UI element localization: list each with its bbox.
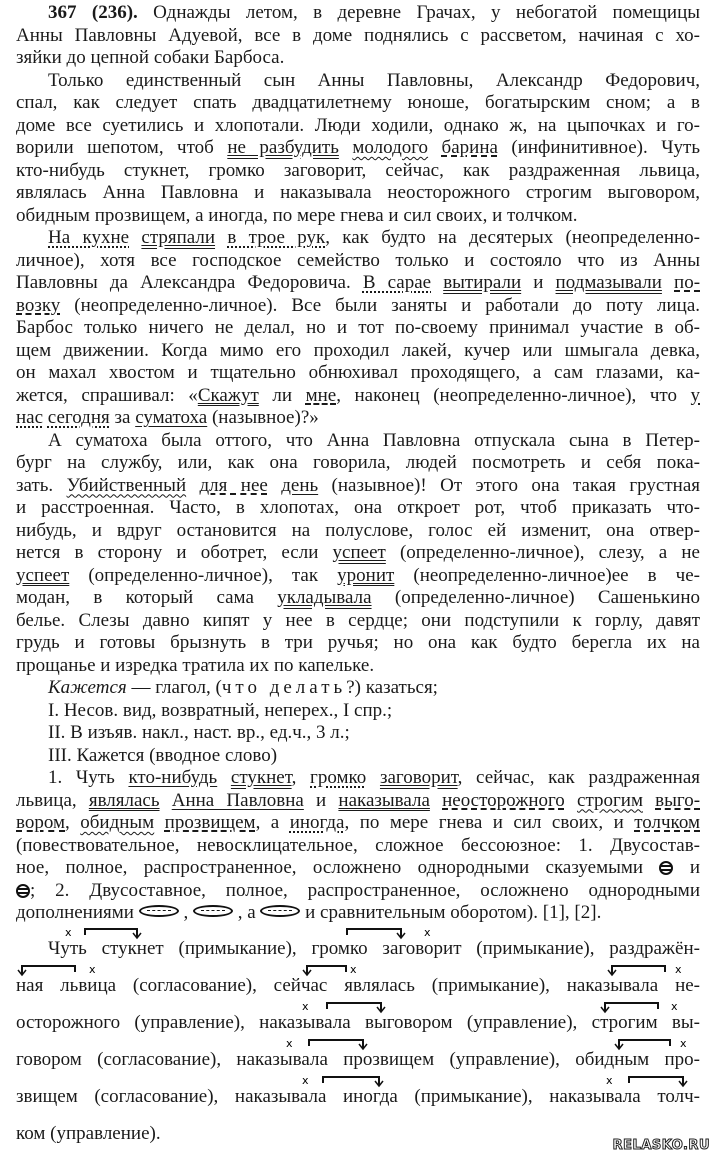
marked-word: стряпали xyxy=(141,227,216,248)
text-segment: и расстроенная. Часто, в хлопотах, она откроет рот, чтоб приказать что- xyxy=(16,497,700,518)
text-segment: обидным прозвищем, а иногда, по мере гнева и сил своих, и толчком. xyxy=(16,204,578,226)
text-segment: он махал хвостом и тщательно обнюхивал проходящего, а сам глазами, ка- xyxy=(16,362,700,383)
text-segment: нется в сторону и оботрет, если xyxy=(16,542,333,563)
text-segment: говором (согласование), наказывала прозвищем (управление), обидным про- xyxy=(16,1049,700,1070)
text-segment: Однажды летом, в деревне Грачах, у небогатой помещицы xyxy=(137,2,701,23)
marked-word: мне xyxy=(305,384,337,406)
text-segment: являлась Анна Павловна и наказывала неосторожного строгим выговором, xyxy=(16,182,700,203)
text-segment: доме все суетились и хлопотали. Люди ходили, однако ж, на цыпочках и го- xyxy=(16,114,700,136)
text-segment: (назывное)! От этого она такая грустная xyxy=(318,474,701,496)
text-segment: (определенно-личное), так xyxy=(69,564,338,586)
text-segment: III. Кажется (вводное слово) xyxy=(48,744,278,766)
text-segment: Только единственный сын Анны Павловны, Александр Федорович, xyxy=(48,69,700,91)
marked-word: укладывала xyxy=(277,587,372,608)
text-segment: грудь и готовы брызнуть в три ручья; но она как будто берегла их на xyxy=(16,632,700,653)
text-segment: , а xyxy=(255,812,290,833)
text-segment: личное), хотя все господское семейство только и состояло что из Анны xyxy=(16,249,700,271)
marked-word: успеет xyxy=(16,564,70,586)
text-segment: (инфинитивное). Чуть xyxy=(497,137,701,158)
text-segment: ная львица (согласование), сейчас являлась (примыкание), наказывала не- xyxy=(16,975,700,996)
text-segment: , сейчас, как раздраженная xyxy=(457,767,700,788)
exercise-number: 367 (236). xyxy=(48,2,138,23)
text-segment: и xyxy=(521,272,556,293)
marked-word: суматоха xyxy=(135,407,208,428)
head-word-mark: x xyxy=(350,963,357,976)
head-word-mark: x xyxy=(65,926,72,939)
text-segment: ворили шепотом, чтоб xyxy=(16,137,228,158)
marked-word: прозвищем xyxy=(164,812,256,833)
text-segment: жется, спрашивал: « xyxy=(16,384,198,406)
text-segment: кто-нибудь стукнет, громко заговорит, сейчас, как раздраженная львица, xyxy=(16,159,700,181)
text-segment: (повествовательное, невосклицательное, сложное бессоюзное: 1. Двусостав- xyxy=(16,834,700,856)
link-bracket xyxy=(327,1003,381,1011)
marked-word: Убийственный xyxy=(66,474,187,496)
marked-word: вытирали xyxy=(443,272,522,293)
marked-word: наказывала xyxy=(338,789,430,811)
text-segment: (неопределенно-личное). Все были заняты и работали до поту лица. xyxy=(60,294,700,316)
marked-word: молодого xyxy=(352,137,429,158)
marked-word: Кажется xyxy=(48,677,127,698)
text-segment: II. В изъяв. накл., наст. вр., ед.ч., 3 л.; xyxy=(48,722,350,743)
marked-word: вором xyxy=(16,812,66,833)
marked-word: кто-нибудь xyxy=(128,767,218,788)
text-segment: ; 2. Двусоставное, полное, распространенное, осложнено однородными xyxy=(30,879,700,901)
marked-word: что делать xyxy=(221,677,347,698)
marked-word: выго- xyxy=(655,789,701,811)
marked-word: барина xyxy=(441,137,498,158)
marked-word: уронит xyxy=(337,564,395,586)
head-word-mark: x xyxy=(302,1074,309,1087)
text-segment: за xyxy=(109,407,136,428)
marked-word: неосторожного xyxy=(442,789,565,811)
marked-word: являлась xyxy=(88,789,160,811)
link-bracket xyxy=(22,966,75,974)
marked-word: не разбудить xyxy=(227,137,339,158)
link-bracket xyxy=(309,1040,363,1048)
text-segment: , xyxy=(65,812,81,833)
text-segment: звищем (согласование), наказывала иногда (примыкание), наказывала толч- xyxy=(16,1086,700,1107)
head-word-mark: x xyxy=(675,963,682,976)
marked-word: Анна Павловна xyxy=(171,789,304,811)
head-word-mark: x xyxy=(606,1074,613,1087)
text-segment: , xyxy=(178,902,193,923)
marked-word: громко xyxy=(310,767,367,788)
text-segment: прощанье и изредка тратила их по капельке. xyxy=(16,654,375,676)
text-segment: ?) казаться; xyxy=(346,677,438,698)
marked-word: по- xyxy=(674,272,701,293)
head-word-mark: x xyxy=(286,1037,293,1050)
text-segment: , наконец (неопределенно-личное), что xyxy=(336,384,691,406)
text-segment: (определенно-личное) Сашенькино xyxy=(371,587,700,608)
marked-word: строгим xyxy=(577,789,643,811)
marked-word: день xyxy=(281,474,319,496)
text-segment: зяйки до цепной собаки Барбоса. xyxy=(16,47,285,68)
text-segment: , как будто на десятерых (неопределенно- xyxy=(325,227,701,248)
link-bracket xyxy=(605,1003,658,1011)
text-segment: I. Несов. вид, возвратный, неперех., I спр.; xyxy=(48,699,393,721)
text-segment: ком (управление). xyxy=(16,1123,161,1144)
text-segment: Чуть стукнет (примыкание), громко заговорит (примыкание), раздражён- xyxy=(48,938,700,959)
text-segment: (определенно-личное), слезу, а не xyxy=(385,542,700,563)
text-segment: — глагол, ( xyxy=(126,677,222,698)
marked-word: у xyxy=(690,384,701,406)
text-segment: Анны Павловны Адуевой, все в доме поднялись с рассветом, начиная с хо- xyxy=(16,24,700,46)
text-segment: (назывное)?» xyxy=(207,407,319,428)
marked-word: в трое рук xyxy=(227,227,326,248)
text-segment: дополнениями xyxy=(16,902,139,923)
marked-word: возку xyxy=(16,294,61,316)
text-segment: осторожного (управление), наказывала выговором (управление), строгим вы- xyxy=(16,1012,700,1033)
marked-word: В сарае xyxy=(362,272,432,293)
link-bracket xyxy=(307,966,346,974)
text-segment: белье. Слезы давно кипят у нее в сердце; они подступили к горлу, давят xyxy=(16,609,700,631)
head-word-mark: x xyxy=(680,1037,687,1050)
head-word-mark: x xyxy=(424,926,431,939)
marked-word: сегодня xyxy=(47,407,110,428)
text-segment: щем движении. Когда мимо его проходил лакей, кучер или шмыгала девка, xyxy=(16,339,700,361)
text-segment: нибудь, и вдруг остановится на полуслове, голос ей изменит, она отвер- xyxy=(16,519,700,541)
marked-word: для нее xyxy=(199,474,268,496)
head-word-mark: x xyxy=(302,1000,309,1013)
head-word-mark: x xyxy=(89,963,96,976)
link-bracket xyxy=(347,929,401,937)
link-bracket xyxy=(619,1040,670,1048)
link-bracket xyxy=(85,929,137,937)
text-segment: и xyxy=(303,789,339,811)
text-segment: , xyxy=(291,767,311,788)
text-segment: ное, полное, распространенное, осложнено однородными сказуемыми xyxy=(16,857,660,878)
text-segment: 1. Чуть xyxy=(48,767,129,788)
text-segment: Павловны да Александра Федоровича. xyxy=(16,272,363,293)
text-segment: бург на службу, или, как она говорила, людей посмотреть и себя пока- xyxy=(16,452,700,473)
text-segment: зать. xyxy=(16,474,67,496)
marked-word: иногда xyxy=(289,812,345,833)
text-segment: , по мере гнева и сил своих, и xyxy=(344,812,635,833)
marked-word: нас xyxy=(16,407,44,428)
text-segment: львица, xyxy=(16,789,89,811)
link-bracket xyxy=(629,1077,683,1085)
text-segment: (неопределенно-личное)ее в че- xyxy=(394,564,700,586)
marked-word: заговорит xyxy=(379,767,458,788)
marked-word: подмазывали xyxy=(555,272,662,293)
marked-word: обидным xyxy=(80,812,155,833)
marked-word: На кухне xyxy=(48,227,130,248)
link-bracket xyxy=(612,966,665,974)
head-word-mark: x xyxy=(671,1000,678,1013)
text-segment: , а xyxy=(232,902,261,923)
marked-word: успеет xyxy=(332,542,386,563)
watermark: RELASKO.RU xyxy=(612,1138,710,1153)
marked-word: Скажут xyxy=(197,384,259,406)
link-bracket xyxy=(323,1077,379,1085)
marked-word: стукнет xyxy=(230,767,292,788)
text-segment: спал, как следует спать двадцатилетнему юноше, богатырским сном; а в xyxy=(16,92,700,113)
text-segment: А суматоха была оттого, что Анна Павловна отпускала сына в Петер- xyxy=(48,429,700,451)
text-segment: Барбос только ничего не делал, но и тот по-своему принимал участие в об- xyxy=(16,317,700,338)
text-segment: модан, в который сама xyxy=(16,587,278,608)
marked-word: толчком xyxy=(634,812,700,833)
text-segment: и сравнительным оборотом). [1], [2]. xyxy=(300,902,602,923)
text-segment: ли xyxy=(258,384,306,406)
text-segment: и xyxy=(673,857,701,878)
